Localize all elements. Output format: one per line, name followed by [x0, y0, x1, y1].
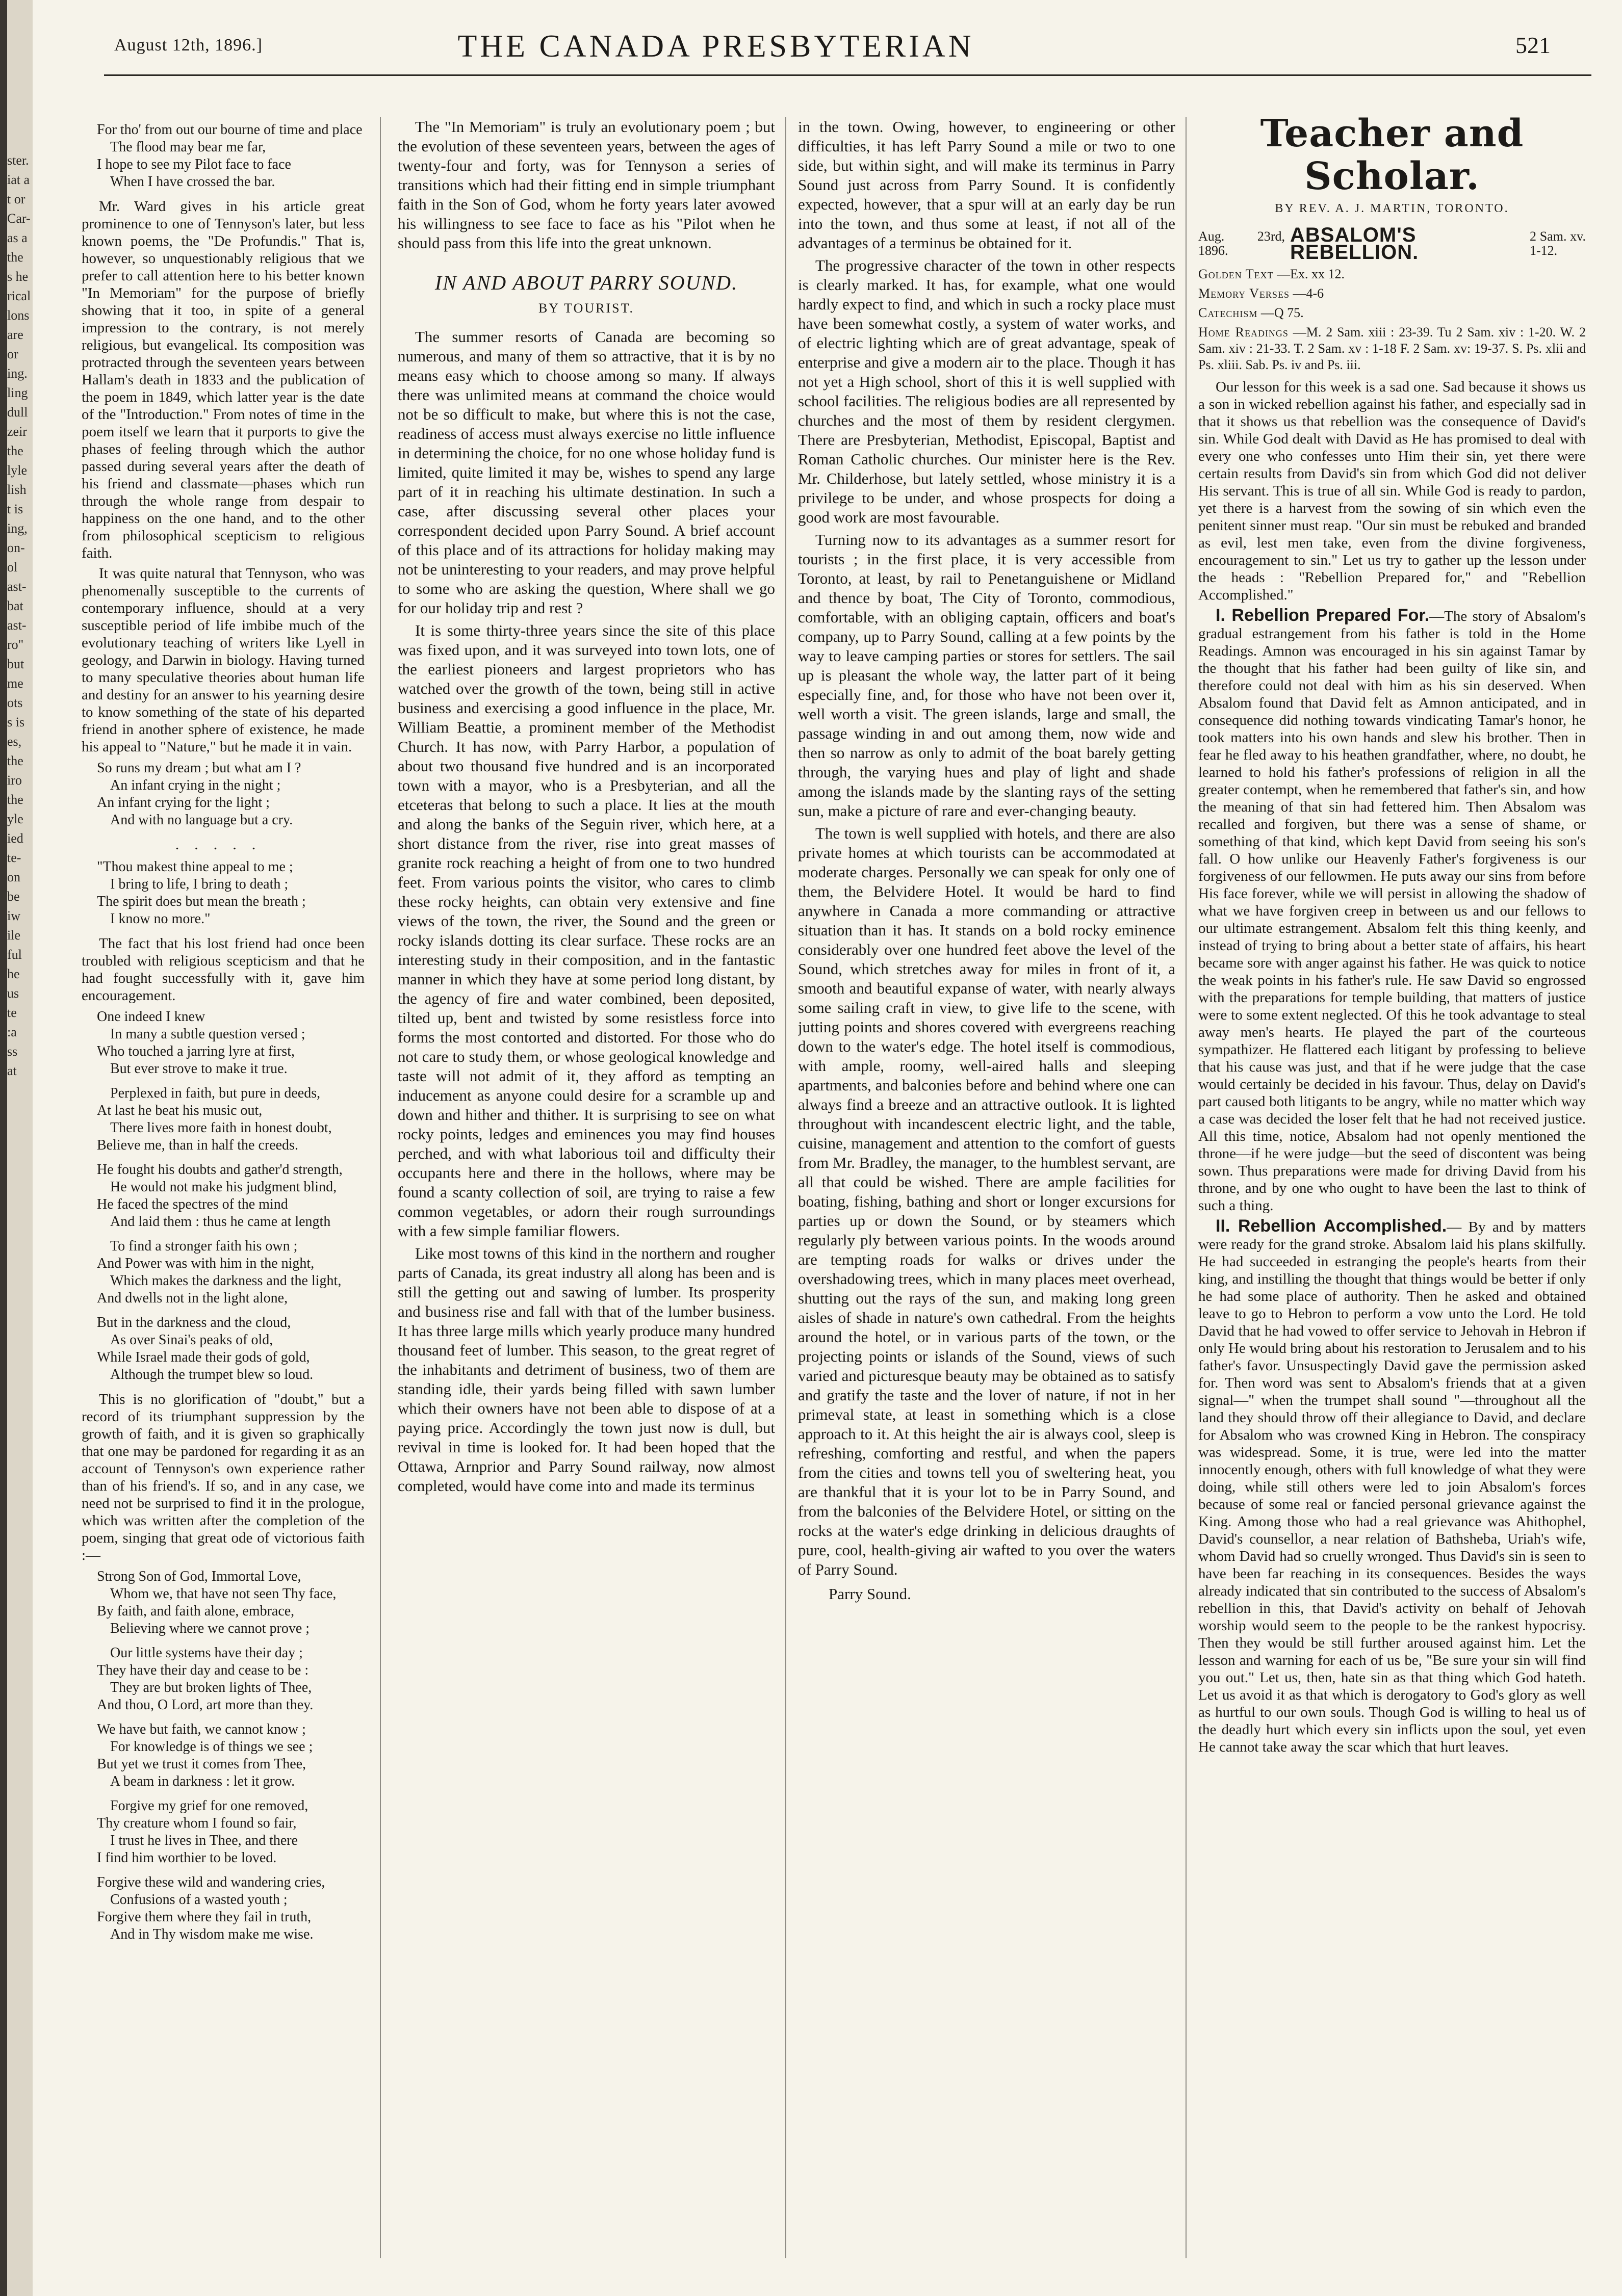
memory-verses-value: —4-6	[1293, 286, 1324, 301]
golden-text-label: Golden Text	[1198, 267, 1274, 281]
verse-line: They have their day and cease to be :	[97, 1662, 309, 1678]
edge-fragment: s is	[7, 715, 24, 729]
edge-fragment: ots	[7, 695, 23, 710]
poem-quote	[97, 1008, 365, 1384]
edge-fragment: but	[7, 657, 24, 671]
verse-line: He fought his doubts and gather'd strength,	[97, 1162, 343, 1178]
verse-line	[97, 1790, 365, 1797]
lesson-section-text: — By and by matters were ready for the grand stroke. Absalom laid his plans skilfully. He had succeeded in estranging the people's hearts from their king, and instilling the thought that things would be better if only he had some place of authority. Then he asked and obtained leave to go to Hebron to perform a vow unto the Lord. He told David that he had vowed to offer service to Jehovah in Hebron if only He would bring about his restoration to Jerusalem and to his father's favor. Unsuspectingly David gave the permission asked for. Then word was sent to Absalom's friends that at a given signal—" when the trumpet shall sound "—throughout all the land they should throw off their allegiance to David, and declare for Absalom who was crowned King in Hebron. The conspiracy was widespread. Some, it is true, were led into the matter innocently enough, others with full knowledge of what they were doing, while still others were led to join Absalom's forces because of some real or fancied personal grievance against the King. Among those who had a real grievance was Ahithophel, David's counsellor, a near relation of Bathsheba, Uriah's wife, whom David had so cruelly wronged. Thus David's sin is seen to have been far reaching in its consequences. Besides the ways already indicated that sin contributed to the success of Absalom's rebellion in this, that David's activity on behalf of Jehovah worship would seem to the people to be the rankest hypocrisy. Then they would be still further aroused against him. Let the lesson and warning for each of us be, "Be sure your sin will find you out." Let us, then, hate sin as that thing which God hateth. Let us avoid it as that which is derogatory to God's glory as well as hurtful to our own souls. Though God is willing to heal us of the deadly hurt which every sin inflicts upon the soul, yet even He cannot take away the scar which that hurt leaves.	[1198, 1219, 1586, 1755]
verse-line: And dwells not in the light alone,	[97, 1290, 288, 1306]
verse-line: But in the darkness and the cloud,	[97, 1315, 291, 1330]
verse-line	[97, 1867, 365, 1874]
header-rule	[104, 74, 1591, 76]
verse-line	[97, 1078, 365, 1085]
verse-line: I bring to life, I bring to death ;	[110, 876, 289, 892]
article-paragraph: It is some thirty-three years since the site of this place was fixed upon, and it was surveyed into town lots, one of the earliest pioneers and largest proprietors who has watched over the growth of the town, being still in active business and exercising a good influence in the place, Mr. William Beattie, a prominent member of the Methodist Church. It has now, with Parry Harbor, a population of about two thousand five hundred and is an incorporated town with a mayor, who is a Presbyterian, and all the etceteras that belong to such a place. It lies at the mouth and along the banks of the Seguin river, which here, at a short distance from the river, rise into great masses of granite rock reaching a height of from one to two hundred feet. From various points the visitor, who cares to climb these rocky heights, can obtain very extensive and fine views of the town, the river, the Sound and the green or rocky islands dotting its clear surface. These rocks are an interesting study in their composition, and in the fantastic manner in which they have at some period long distant, by the agency of fire and water combined, been deposited, tilted up, bent and twisted by some resistless force into forms the most contorted and distorted. For those who do not care to study them, or whose geological knowledge and taste will not admit of it, they afford as tempting an inducement as anyone could desire for a scramble up and down and hither and thither. It is surprising to see on what rocky points, ledges and eminences you may find houses perched, and with what laborious toil and difficulty their occupants here and there in the hollows, where may be found a scanty collection of soil, are trying to raise a few common vegetables, or adorn their rough surroundings with a few simple familiar flowers.	[398, 621, 775, 1240]
article-headline: IN AND ABOUT PARRY SOUND.	[434, 271, 738, 294]
verse-line	[97, 1154, 365, 1161]
lesson-section	[1198, 607, 1586, 1214]
verse-line	[97, 1231, 365, 1238]
memory-verses-label: Memory Verses	[1198, 286, 1290, 301]
edge-fragment: ing.	[7, 366, 28, 381]
page-number: 521	[1515, 32, 1551, 58]
edge-fragment: s he	[7, 269, 29, 284]
edge-fragment: iw	[7, 908, 20, 923]
catechism-label: Catechism	[1198, 305, 1258, 320]
verse-line: Thy creature whom I found so fair,	[97, 1815, 297, 1831]
edge-fragment: iat a	[7, 172, 30, 187]
verse-line: When I have crossed the bar.	[110, 174, 275, 190]
verse-line: Confusions of a wasted youth ;	[110, 1892, 288, 1908]
golden-text	[1198, 266, 1586, 282]
verse-line: Perplexed in faith, but pure in deeds,	[110, 1085, 321, 1101]
section-byline: BY REV. A. J. MARTIN, TORONTO.	[1275, 202, 1509, 215]
article-paragraph: The fact that his lost friend had once been troubled with religious scepticism and that he had fought successfully with it, gave him encouragement.	[82, 935, 365, 1004]
verse-line: Our little systems have their day ;	[110, 1645, 303, 1661]
article-paragraph: The summer resorts of Canada are becoming so numerous, and many of them so attractive, that it is by no means easy which to choose among so many. If always there was unlimited means at command the choice would not be so difficult to make, but where this is not the case, readiness of access must always exercise no little influence in determining the choice, for no one whose holiday fund is limited, quite limited it may be, wishes to spend any large part of it in reaching his ultimate destination. In such a case, after discussing several other places your correspondent decided upon Parry Sound. A brief account of this place and of its attractions for holiday making may not be uninteresting to your readers, and may prove helpful to some who are asking the question, Where shall we go for our holiday trip and rest ?	[398, 328, 775, 617]
edge-fragment: ling	[7, 385, 28, 400]
edge-fragment: on-	[7, 540, 25, 555]
verse-line: Whom we, that have not seen Thy face,	[110, 1586, 337, 1602]
lesson-date: Aug. 23rd, 1896.	[1198, 229, 1285, 258]
edge-fragment: at	[7, 1063, 17, 1078]
column-teacher-and-scholar	[1198, 117, 1586, 2258]
verse-line: He faced the spectres of the mind	[97, 1196, 288, 1212]
edge-fragment: the	[7, 753, 23, 768]
edge-fragment: t is	[7, 502, 23, 516]
poem-quote	[97, 858, 365, 928]
verse-line: Believing where we cannot prove ;	[110, 1621, 310, 1636]
verse-line: Which makes the darkness and the light,	[110, 1273, 342, 1289]
edge-fragment: dull	[7, 405, 28, 420]
edge-fragment: are	[7, 327, 23, 342]
article-paragraph: The "In Memoriam" is truly an evolutionary poem ; but the evolution of these seventeen years, between the ages of twenty-four and forty, was for Tennyson a series of transitions which had their fitting end in simple triumphant faith in the Son of God, whom he forty years later avowed his willingness to see face to face as his "Pilot when he should pass from this life into the great unknown.	[398, 118, 775, 252]
home-readings-value: —M. 2 Sam. xiii : 23-39. Tu 2 Sam. xiv : 1-20. W. 2 Sam. xiv : 21-33. T. 2 Sam. xv : 1-18 F. 2 Sam. xv: 19-37. S. Ps. xlii and Ps. xliii. Sab. Ps. iv and Ps. iii.	[1198, 325, 1586, 372]
verse-line: But yet we trust it comes from Thee,	[97, 1756, 306, 1772]
edge-fragment: lyle	[7, 463, 27, 478]
verse-line: The flood may bear me far,	[110, 139, 266, 155]
lesson-heading	[1198, 224, 1586, 264]
verse-line: And thou, O Lord, art more than they.	[97, 1697, 314, 1713]
verse-line: A beam in darkness : let it grow.	[110, 1773, 295, 1789]
verse-line: He would not make his judgment blind,	[110, 1179, 337, 1195]
verse-line: There lives more faith in honest doubt,	[110, 1120, 332, 1136]
catechism-value: —Q 75.	[1260, 305, 1304, 320]
column-divider	[380, 117, 381, 2258]
verse-line: We have but faith, we cannot know ;	[97, 1721, 306, 1737]
edge-fragment: lish	[7, 482, 27, 497]
article-paragraph: This is no glorification of "doubt," but a record of its triumphant suppression by the growth of faith, and it is given so graphically that one may be pardoned for regarding it as an account of Tennyson's own experience rather than of his friend's. If so, and in any case, we need not be surprised to find it in the prologue, which was written after the completion of the poem, singing that great ode of victorious faith :—	[82, 1391, 365, 1563]
edge-fragment: ast-	[7, 579, 27, 594]
article-byline: BY TOURIST.	[538, 301, 635, 316]
verse-line: An infant crying in the night ;	[110, 777, 281, 793]
verse-line: By faith, and faith alone, embrace,	[97, 1603, 295, 1619]
edge-fragment: he	[7, 967, 20, 981]
facing-page-edge	[0, 0, 33, 2296]
verse-line: "Thou makest thine appeal to me ;	[97, 859, 293, 875]
edge-fragment: ro"	[7, 637, 24, 652]
edge-fragment: the	[7, 792, 23, 807]
verse-line: Strong Son of God, Immortal Love,	[97, 1569, 301, 1584]
edge-fragment: ast-	[7, 618, 27, 633]
verse-line	[97, 1307, 365, 1314]
edge-fragment: te-	[7, 850, 21, 865]
lesson-section	[1198, 1217, 1586, 1756]
edge-fragment: te	[7, 1005, 17, 1020]
newspaper-title: THE CANADA PRESBYTERIAN	[457, 29, 974, 64]
verse-line: I trust he lives in Thee, and there	[110, 1833, 298, 1848]
edge-fragment: be	[7, 889, 20, 904]
edge-fragment: us	[7, 986, 19, 1001]
edge-fragment: yle	[7, 812, 23, 826]
article-paragraph: Like most towns of this kind in the northern and rougher parts of Canada, its great industry all along has been and is still the getting out and sawing of lumber. Its prosperity and business rise and fall with that of the lumber business. It has three large mills which yearly produce many hundred thousand feet of lumber. This season, to the great regret of the inhabitants and detriment of business, two of them are standing idle, their yards being filled with sawn lumber which their owners have not been able to dispose of at a paying price. Accordingly the town just now is dull, but revival in time is looked for. It had been hoped that the Ottawa, Arnprior and Parry Sound railway, now almost completed, would have come into and made its terminus	[398, 1244, 775, 1495]
edge-fragment: ful	[7, 947, 22, 962]
lesson-paragraph: Our lesson for this week is a sad one. Sad because it shows us a son in wicked rebellion against his father, and especially sad in that it shows us that rebellion was the consequence of David's sin. While God dealt with David as He has promised to deal with every one who confesses unto Him their sin, yet there were certain results from David's sin from which God did not deliver His servant. This is true of all sin. While God is ready to pardon, yet there is a harvest from the sowing of sin which even the penitent sinner must reap. "Our sin must be rebuked and branded as evil, lest men take, even from the divine forgiveness, encouragement to sin." Let us try to gather up the lesson under the heads : "Rebellion Prepared for," and "Rebellion Accomplished."	[1198, 379, 1586, 603]
verse-line: For knowledge is of things we see ;	[110, 1739, 313, 1755]
verse-line: And laid them : thus he came at length	[110, 1214, 331, 1230]
article-paragraph: Mr. Ward gives in his article great prominence to one of Tennyson's later, but less known poems, the "De Profundis." That is, however, so unquestionably religious that we prefer to call attention here to his better known "In Memoriam" for the purpose of briefly showing that it too, in spite of a general impression to the contrary, is not merely religious, but evangelical. Its composition was protracted through the seventeen years between Hallam's death in 1833 and the publication of the poem in 1849, which latter year is the date of the "Introduction." From notes of time in the poem itself we learn that it purports to give the phases of feeling through which the author passed during several years after the death of his friend and classmate—phases which run through the whole range from despair to happiness on the one hand, and to the other from philosophical scepticism to religious faith.	[82, 198, 365, 561]
verse-line: In many a subtle question versed ;	[110, 1026, 305, 1042]
verse-line: And in Thy wisdom make me wise.	[110, 1926, 314, 1942]
verse-line: I find him worthier to be loved.	[97, 1850, 277, 1866]
lesson-title: ABSALOM'S REBELLION.	[1290, 224, 1419, 264]
poem-quote	[97, 1568, 365, 1943]
article-paragraph: The town is well supplied with hotels, and there are also private homes at which tourists can be accommodated at moderate charges. Personally we can speak for only one of them, the Belvidere Hotel. It would be hard to find anywhere in Canada a more commanding or attractive situation than it has. It stands on a bold rocky eminence considerably over one hundred feet above the level of the Sound, which stretches away for miles in front of it, a smooth and beautiful expanse of water, with nearly always some sailing craft in view, to give life to the scene, with jutting points and shores covered with evergreens reaching down to the water's edge. The hotel itself is commodious, with ample, roomy, well-aired halls and sleeping apartments, and balconies before and behind where one can always find a breeze and an attractive outlook. It is lighted throughout with incandescent electric light, and the table, cuisine, management and attention to the comfort of guests from Mr. Bradley, the manager, to the humblest servant, are all that could be wished. There are ample facilities for boating, fishing, bathing and short or longer excursions for parties up or down the Sound, or by steamers which regularly ply between various points. In the woods around are tempting roads for walks or drives under the overshadowing trees, which in many places meet overhead, shutting out the rays of the sun, and making long green aisles of shade in nature's own cathedral. From the heights around the hotel, or in various parts of the town, or the projecting points or islands of the Sound, views of such varied and picturesque beauty may be obtained as to satisfy and gratify the taste and the lover of nature, if not in her primeval state, at least in something which is a close approach to it. At this height the air is always cool, sleep is refreshing, comforting and restful, and when the papers from the cities and towns tell you of sweltering heat, you are thankful that it is your lot to be in Parry Sound, and from the balconies of the Belvidere Hotel, or sitting on the rocks at the water's edge drinking in delicious draughts of pure, cool, health-giving air wafted to you over the waters of Parry Sound.	[798, 824, 1175, 1578]
lesson-subhead: I. Rebellion Prepared For.	[1216, 606, 1430, 625]
verse-line	[97, 1714, 365, 1721]
edge-fragment: iro	[7, 773, 22, 788]
edge-fragment: ster.	[7, 153, 29, 168]
edge-fragment: ss	[7, 1044, 18, 1059]
edge-fragment: or	[7, 347, 18, 361]
edge-fragment: zeir	[7, 424, 27, 439]
edge-fragment: ile	[7, 928, 20, 943]
poem-quote	[97, 760, 365, 829]
verse-line: For tho' from out our bourne of time and place	[97, 122, 363, 138]
edge-fragment: bat	[7, 598, 23, 613]
article-paragraph: in the town. Owing, however, to engineering or other difficulties, it has left Parry Sound a mile or two to one side, but within sight, and will make its terminus in Parry Sound just across from Parry Sound. It is confidently expected, however, that a spur will at an early day be run into the town, and thus some at least, if not all of the advantages of a terminus be obtained for it.	[798, 118, 1175, 252]
verse-line: I hope to see my Pilot face to face	[97, 156, 291, 172]
edge-fragment: :a	[7, 1025, 17, 1039]
verse-line: At last he beat his music out,	[97, 1103, 263, 1118]
section-masthead: Teacher and Scholar.	[1260, 117, 1524, 198]
edge-fragment: as a	[7, 230, 28, 245]
article-signoff: Parry Sound.	[829, 1585, 911, 1603]
issue-date: August 12th, 1896.]	[114, 36, 263, 55]
home-readings-label: Home Readings	[1198, 325, 1289, 340]
lesson-section-text: —The story of Absalom's gradual estrangement from his father is told in the Home Readings. Amnon was encouraged in his sin against Tamar by the thought that his father had been guilty of like sin, and therefore could not deal with him as his sin deserved. When Absalom found that David felt as Amnon anticipated, and in consequence did nothing towards vindicating Tamar's honor, he took matters into his own hands and slew his brother. Then in fear he fled away to his heathen grandfather, where, no doubt, he learned to hold his father's professions of religion in all the greater contempt, when he remembered that father's sin, and how the meaning of that sin had fettered him. Then Absalom was recalled and forgiven, but there was a sense of shame, or something of that kind, which kept David from seeing his son's fall. O how unlike our Heavenly Father's forgiveness is our forgiveness of our fellowmen. He puts away our sins from before His face forever, while we will persist in allowing the shadow of what we have forgiven creep in between us and our fellows to our ultimate estrangement. Absalom felt this thing keenly, and instead of trying to bring about a better state of affairs, his heart became sore with anger against his father. He was quick to notice the weak points in his father's rule. He saw David so engrossed with the preparations for temple building, that matters of justice were to some extent neglected. Of this he took advantage to steal away men's hearts. He played the part of the courteous sympathizer. He flattered each litigant by professing to believe that his cause was just, and that if he were judge that the case would certainly be decided in his favour. Thus, delay on David's part caused both litigants to be angry, while no matter which way a case was decided the loser felt that he had not received justice. All this time, notice, Absalom had not openly mentioned the throne—if he were judge—but the seed of discontent was being sown. Thus preparations were made for driving David from his throne, and by one who ought to have been the last to think of such a thing.	[1198, 608, 1586, 1214]
edge-fragment: Car-	[7, 211, 31, 226]
home-readings	[1198, 324, 1586, 373]
catechism	[1198, 305, 1586, 321]
verse-line	[97, 1637, 365, 1645]
column-parry-sound-continued	[798, 117, 1175, 2258]
verse-line: The spirit does but mean the breath ;	[97, 894, 306, 909]
edge-fragment: the	[7, 250, 23, 265]
golden-text-value: —Ex. xx 12.	[1277, 267, 1345, 281]
verse-line: Believe me, than in half the creeds.	[97, 1137, 298, 1153]
edge-fragment: lons	[7, 308, 30, 323]
lesson-reference: 2 Sam. xv. 1-12.	[1530, 229, 1586, 258]
verse-line: While Israel made their gods of gold,	[97, 1349, 310, 1365]
memory-verses	[1198, 285, 1586, 302]
edge-fragment: ing,	[7, 521, 28, 536]
verse-line: Forgive them where they fail in truth,	[97, 1909, 312, 1925]
verse-line: They are but broken lights of Thee,	[110, 1680, 312, 1695]
verse-line: And Power was with him in the night,	[97, 1256, 315, 1271]
verse-line: Although the trumpet blew so loud.	[110, 1367, 314, 1382]
verse-line: But ever strove to make it true.	[110, 1061, 288, 1077]
edge-fragment: es,	[7, 734, 22, 749]
verse-line: I know no more."	[110, 911, 211, 927]
article-paragraph: The progressive character of the town in other respects is clearly marked. It has, for example, what one would hardly expect to find, and which in such a rocky place must have been somewhat costly, a system of water works, and of electric lighting which are of great advantage, speak of enterprise and give a modern air to the place. Though it has not yet a High school, short of this it is well supplied with school facilities. The religious bodies are all represented by churches and the most of them by resident clergymen. There are Presbyterian, Methodist, Episcopal, Baptist and Roman Catholic churches. Our minister here is the Rev. Mr. Childerhose, but lately settled, whose ministry it is a privilege to be under, and whose prospects for doing a good work are most favourable.	[798, 256, 1175, 526]
verse-line: To find a stronger faith his own ;	[110, 1238, 298, 1254]
edge-fragment: rical	[7, 289, 31, 303]
edge-fragment: ol	[7, 560, 18, 575]
verse-line: An infant crying for the light ;	[97, 795, 270, 811]
edge-fragment: t or	[7, 192, 25, 206]
verse-line: Who touched a jarring lyre at first,	[97, 1043, 295, 1059]
column-divider	[1186, 117, 1187, 2258]
column-tennyson-article	[82, 117, 365, 2258]
edge-fragment: ied	[7, 831, 23, 846]
lesson-subhead: II. Rebellion Accomplished.	[1216, 1216, 1447, 1236]
column-divider	[785, 117, 786, 2258]
verse-line: So runs my dream ; but what am I ?	[97, 760, 301, 776]
edge-fragment: the	[7, 443, 23, 458]
verse-line: Forgive these wild and wandering cries,	[97, 1874, 325, 1890]
ellipsis-dots: .....	[175, 836, 271, 853]
verse-line: As over Sinai's peaks of old,	[110, 1332, 273, 1348]
edge-fragment: on	[7, 870, 20, 884]
column-parry-sound-article	[398, 117, 775, 2258]
crossing-the-bar-verse	[97, 121, 365, 191]
verse-line: One indeed I knew	[97, 1009, 205, 1025]
edge-fragment: me	[7, 676, 23, 691]
article-paragraph: It was quite natural that Tennyson, who was phenomenally susceptible to the currents of contemporary influence, should at a very susceptible period of life imbibe much of the evolutionary teaching of writers like Lyell in geology, and Darwin in biology. Having turned to many speculative theories about human life and destiny for an answer to his yearning desire to know something of the state of his departed friend in another sphere of existence, he made his appeal to "Nature," but he made it in vain.	[82, 565, 365, 755]
verse-line: Forgive my grief for one removed,	[110, 1798, 308, 1814]
page-header	[33, 18, 1622, 80]
verse-line: And with no language but a cry.	[110, 812, 293, 828]
article-paragraph: Turning now to its advantages as a summer resort for tourists ; in the first place, it is very accessible from Toronto, at least, by rail to Penetanguishene or Midland and thence by boat, The City of Toronto, commodious, comfortable, with an obliging captain, officers and boat's company, up to Parry Sound, calling at a few points by the way to leave camping parties or stores for settlers. The sail up is pleasant the whole way, the latter part of it being especially fine, and, for those who have not been over it, well worth a visit. The green islands, large and small, the passage winding in and out among them, now wide and then so narrow as only to admit of the boat barely getting through, the varying hues and play of light and shade among the islands made by the slanting rays of the setting sun, make a picture of rare and ever-changing beauty.	[798, 531, 1175, 820]
